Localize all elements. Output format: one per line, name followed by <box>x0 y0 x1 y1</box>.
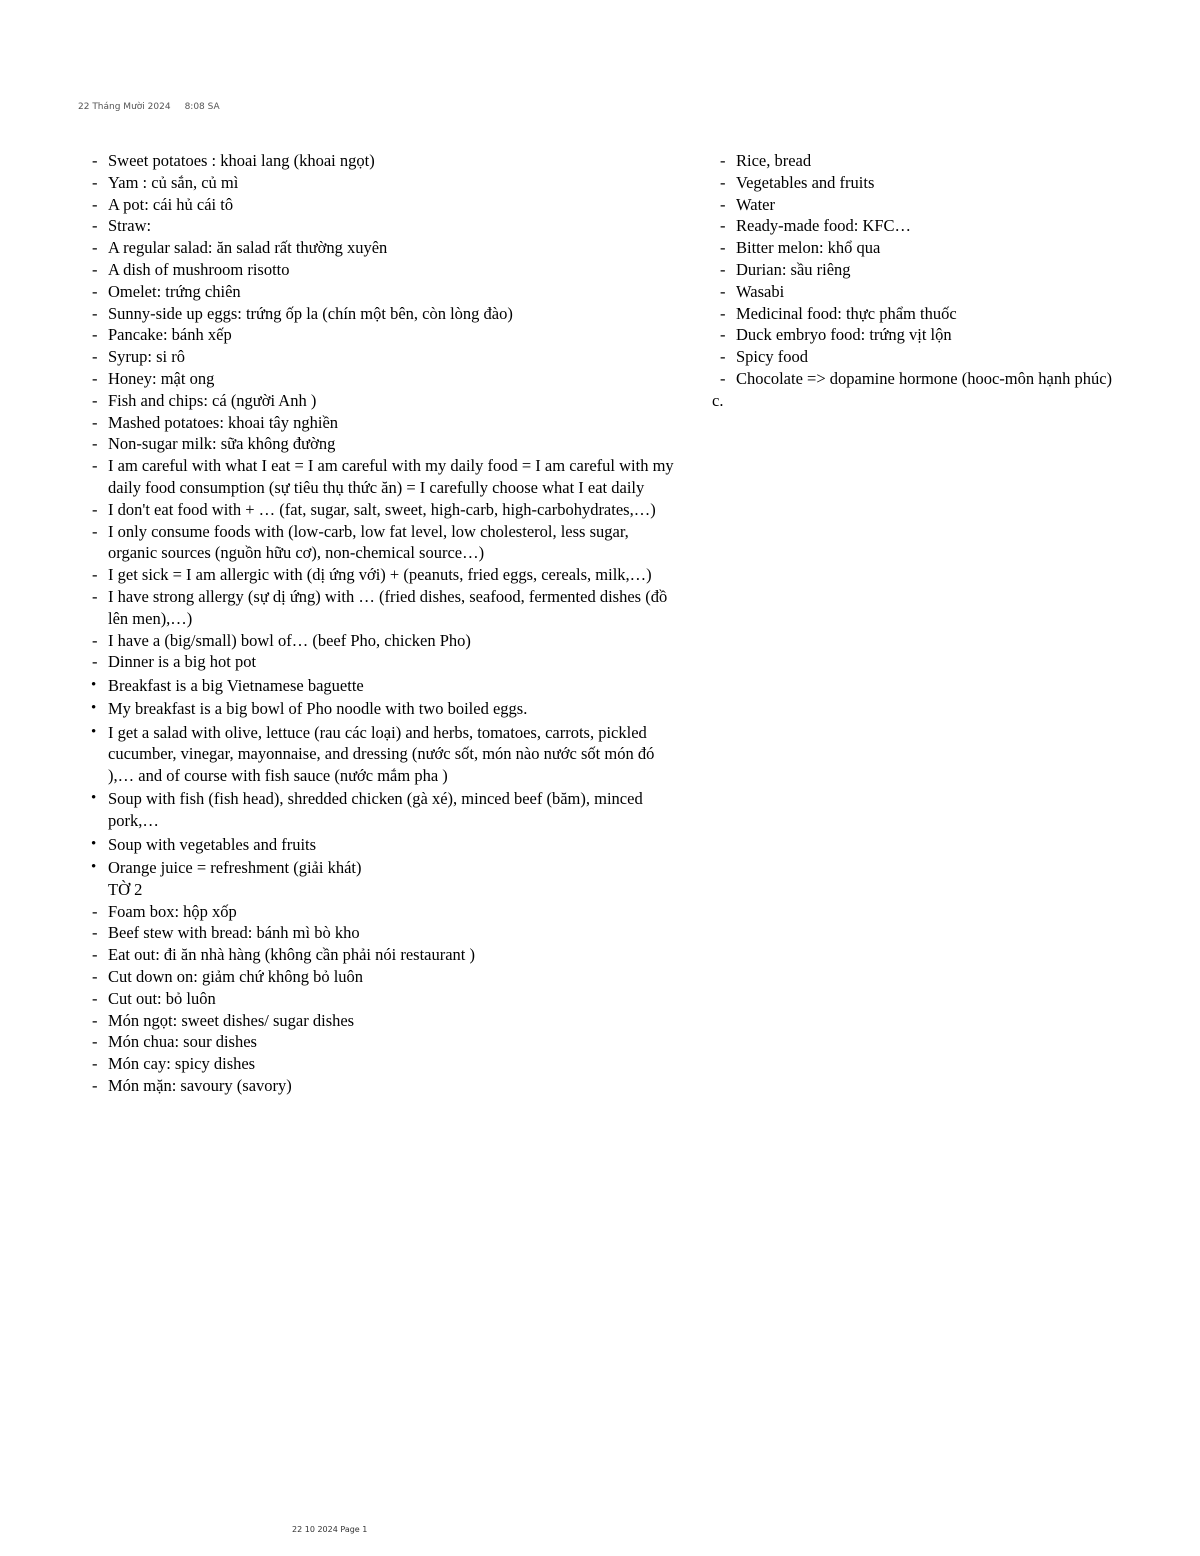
list-item: - A regular salad: ăn salad rất thường xuyên <box>88 237 678 259</box>
list-item: - Chocolate => dopamine hormone (hooc-môn hạnh phúc) <box>716 368 1196 390</box>
left-column <box>88 150 678 1097</box>
list-item: • I get a salad with olive, lettuce (rau các loại) and herbs, tomatoes, carrots, pickled cucumber, vinegar, mayonnaise, and dressing (nước sốt, món nào nước sốt món đó ),… and of course with fish sauce (nước mắm pha ) <box>88 722 678 787</box>
list-item: - Straw: <box>88 215 678 237</box>
list-item: - Pancake: bánh xếp <box>88 324 678 346</box>
list-item: - Honey: mật ong <box>88 368 678 390</box>
right-column <box>712 150 1196 412</box>
list-item: - Duck embryo food: trứng vịt lộn <box>716 324 1196 346</box>
list-item: - Mashed potatoes: khoai tây nghiền <box>88 412 678 434</box>
list-item: - I get sick = I am allergic with (dị ứng với) + (peanuts, fried eggs, cereals, milk,…) <box>88 564 678 586</box>
list-item: • Soup with vegetables and fruits <box>88 834 678 856</box>
list-item: - Rice, bread <box>716 150 1196 172</box>
list-item: - Sunny-side up eggs: trứng ốp la (chín một bên, còn lòng đào) <box>88 303 678 325</box>
list-item: - I don't eat food with + … (fat, sugar, salt, sweet, high-carb, high-carbohydrates,…) <box>88 499 678 521</box>
page-header <box>78 102 220 112</box>
list-item: - Yam : củ sắn, củ mì <box>88 172 678 194</box>
list-item: - Món chua: sour dishes <box>88 1031 678 1053</box>
list-item: - Syrup: si rô <box>88 346 678 368</box>
list-item: - Bitter melon: khổ qua <box>716 237 1196 259</box>
list-item: - Món ngọt: sweet dishes/ sugar dishes <box>88 1010 678 1032</box>
right-tail: c. <box>712 390 724 410</box>
list-item: - Water <box>716 194 1196 216</box>
list-item: - Foam box: hộp xốp <box>88 901 678 923</box>
list-item: - Beef stew with bread: bánh mì bò kho <box>88 922 678 944</box>
list-item: - A pot: cái hủ cái tô <box>88 194 678 216</box>
list-item: - I have strong allergy (sự dị ứng) with … (fried dishes, seafood, fermented dishes (đồ lên men),…) <box>88 586 678 630</box>
list-item: • Soup with fish (fish head), shredded chicken (gà xé), minced beef (băm), minced pork,… <box>88 788 678 832</box>
list-item: - Cut down on: giảm chứ không bỏ luôn <box>88 966 678 988</box>
list-item: - Omelet: trứng chiên <box>88 281 678 303</box>
page-footer: 22 10 2024 Page 1 <box>292 1525 368 1534</box>
list-item: - Sweet potatoes : khoai lang (khoai ngọt) <box>88 150 678 172</box>
list-item: - Vegetables and fruits <box>716 172 1196 194</box>
list-item: - Ready-made food: KFC… <box>716 215 1196 237</box>
list-item: - Fish and chips: cá (người Anh ) <box>88 390 678 412</box>
right-list <box>716 150 1196 390</box>
header-date: 22 Tháng Mười 2024 <box>78 102 171 112</box>
list-item: - I am careful with what I eat = I am careful with my daily food = I am careful with my daily food consumption (sự tiêu thụ thức ăn) = I carefully choose what I eat daily <box>88 455 678 499</box>
list-item: - Spicy food <box>716 346 1196 368</box>
list-item: - I only consume foods with (low-carb, low fat level, low cholesterol, less sugar, organic sources (nguồn hữu cơ), non-chemical source…) <box>88 521 678 565</box>
list-item: - Durian: sầu riêng <box>716 259 1196 281</box>
list-item: - Non-sugar milk: sữa không đường <box>88 433 678 455</box>
list-item: - I have a (big/small) bowl of… (beef Pho, chicken Pho) <box>88 630 678 652</box>
list-item: - Dinner is a big hot pot <box>88 651 678 673</box>
list-item: • My breakfast is a big bowl of Pho noodle with two boiled eggs. <box>88 698 678 720</box>
list-item: - Medicinal food: thực phẩm thuốc <box>716 303 1196 325</box>
list-item: - Cut out: bỏ luôn <box>88 988 678 1010</box>
list-item: - Wasabi <box>716 281 1196 303</box>
list-item: • Breakfast is a big Vietnamese baguette <box>88 675 678 697</box>
list-item: - Món mặn: savoury (savory) <box>88 1075 678 1097</box>
list-item: TỜ 2 <box>108 879 143 899</box>
left-list <box>88 150 678 1097</box>
list-item: - Eat out: đi ăn nhà hàng (không cần phải nói restaurant ) <box>88 944 678 966</box>
list-item: - Món cay: spicy dishes <box>88 1053 678 1075</box>
list-item: - A dish of mushroom risotto <box>88 259 678 281</box>
header-time: 8:08 SA <box>184 102 220 112</box>
list-item: • Orange juice = refreshment (giải khát) <box>88 857 678 879</box>
